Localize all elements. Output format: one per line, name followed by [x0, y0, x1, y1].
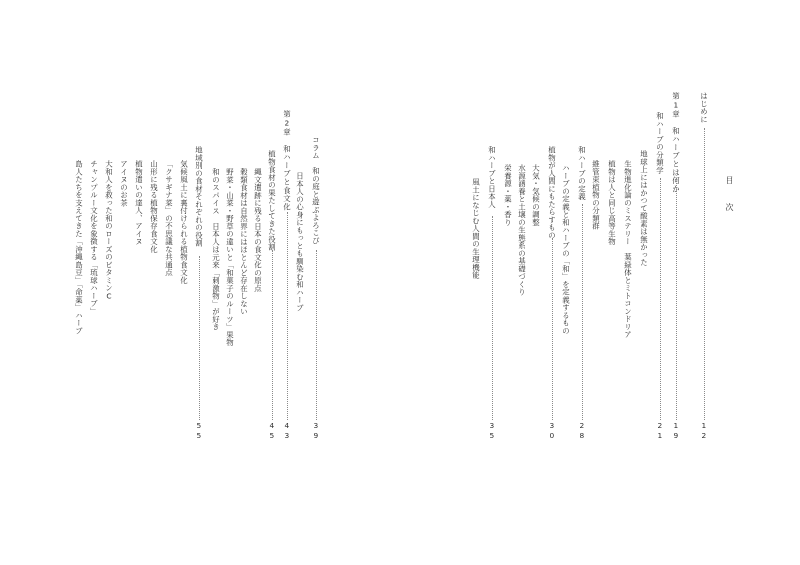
toc-entry-preface: はじめに	[699, 92, 709, 123]
toc-subentry: 水源涵養と土壌の生態系の基礎づくり	[517, 164, 527, 296]
toc-title: 目 次	[725, 176, 734, 216]
dot-leader	[552, 238, 553, 420]
dot-leader	[287, 212, 288, 420]
page-number: 45	[267, 421, 277, 441]
toc-subentry: チャンプルー文化を象徴する「琉球ハーブ」	[89, 160, 99, 315]
dot-leader	[272, 250, 273, 420]
toc-entry: 植物食材の果たしてきた役割	[267, 150, 277, 251]
toc-subentry: 栄養源・薬・香り	[503, 164, 513, 226]
chapter-heading: 第2章 和ハーブと食文化	[282, 110, 292, 212]
toc-entry: 和ハーブの定義	[577, 146, 587, 201]
toc-subentry: 「クサギナ菜」の不思議な共通点	[164, 160, 174, 277]
page-number: 55	[194, 421, 204, 441]
toc-subentry: 山形に残る植物保存食文化	[149, 160, 159, 253]
page-number: 28	[577, 421, 587, 441]
toc-subentry: ハーブの定義と和ハーブの「和」を定義するもの	[561, 164, 571, 335]
chapter-heading: 第1章 和ハーブとは何か	[671, 92, 681, 194]
dot-leader	[704, 128, 705, 420]
toc-entry: 植物が人間にもたらすもの	[547, 146, 557, 239]
toc-subentry: 縄文遺跡に残る日本の食文化の原点	[253, 168, 263, 292]
toc-subentry: 島人たちを支えてきた「沖縄島豆」「命薬」ハーブ	[74, 160, 84, 335]
toc-subentry: 気候風土に裏付けられる植物食文化	[179, 160, 189, 284]
toc-subentry: 維管束植物の分類群	[591, 160, 601, 230]
page-number: 21	[655, 421, 665, 441]
toc-subentry: 風土になじむ人間の生理機能	[471, 178, 481, 279]
page-number: 12	[699, 421, 709, 441]
toc-subentry: 植物遣いの達人、アイヌ	[134, 160, 144, 246]
dot-leader	[676, 178, 677, 420]
page-number: 35	[487, 421, 497, 441]
toc-subentry: 地球上にはかつて酸素は無かった	[639, 150, 649, 267]
page-number: 39	[311, 421, 321, 441]
toc-subentry: 植物は人と同じ高等生物	[607, 160, 617, 246]
toc-subentry: 和のスパイス 日本人は元来「刺激物」が好き	[211, 168, 221, 331]
dot-leader	[660, 178, 661, 420]
page-number: 19	[671, 421, 681, 441]
dot-leader	[316, 250, 317, 420]
page-number: 43	[282, 421, 292, 441]
toc-subentry: 野菜・山菜・野草の違いと「和菓子のルーツ」果物	[225, 168, 235, 347]
toc-subentry: 大気・気候の調整	[531, 164, 541, 226]
toc-subentry: 日本人の心身にもっとも馴染む和ハーブ	[295, 172, 305, 312]
toc-subentry: 生物進化論のミステリー 葉緑体とミトコンドリア	[623, 160, 633, 339]
toc-subentry: 大和人を救った和のローズのビタミンC	[104, 160, 114, 302]
dot-leader	[199, 256, 200, 420]
dot-leader	[492, 216, 493, 420]
column-heading: コラム 和の庭と遊ぶよろこび	[311, 136, 321, 245]
dot-leader	[582, 204, 583, 420]
toc-entry: 地域別の食材それぞれの役割	[194, 146, 204, 247]
toc-subentry: 穀類食材は自然界にはほとんど存在しない	[239, 168, 249, 316]
toc-entry: 和ハーブの分類学	[655, 112, 665, 174]
page-number: 30	[547, 421, 557, 441]
toc-subentry: アイヌのお茶	[119, 160, 129, 207]
toc-entry: 和ハーブと日本人	[487, 146, 497, 208]
